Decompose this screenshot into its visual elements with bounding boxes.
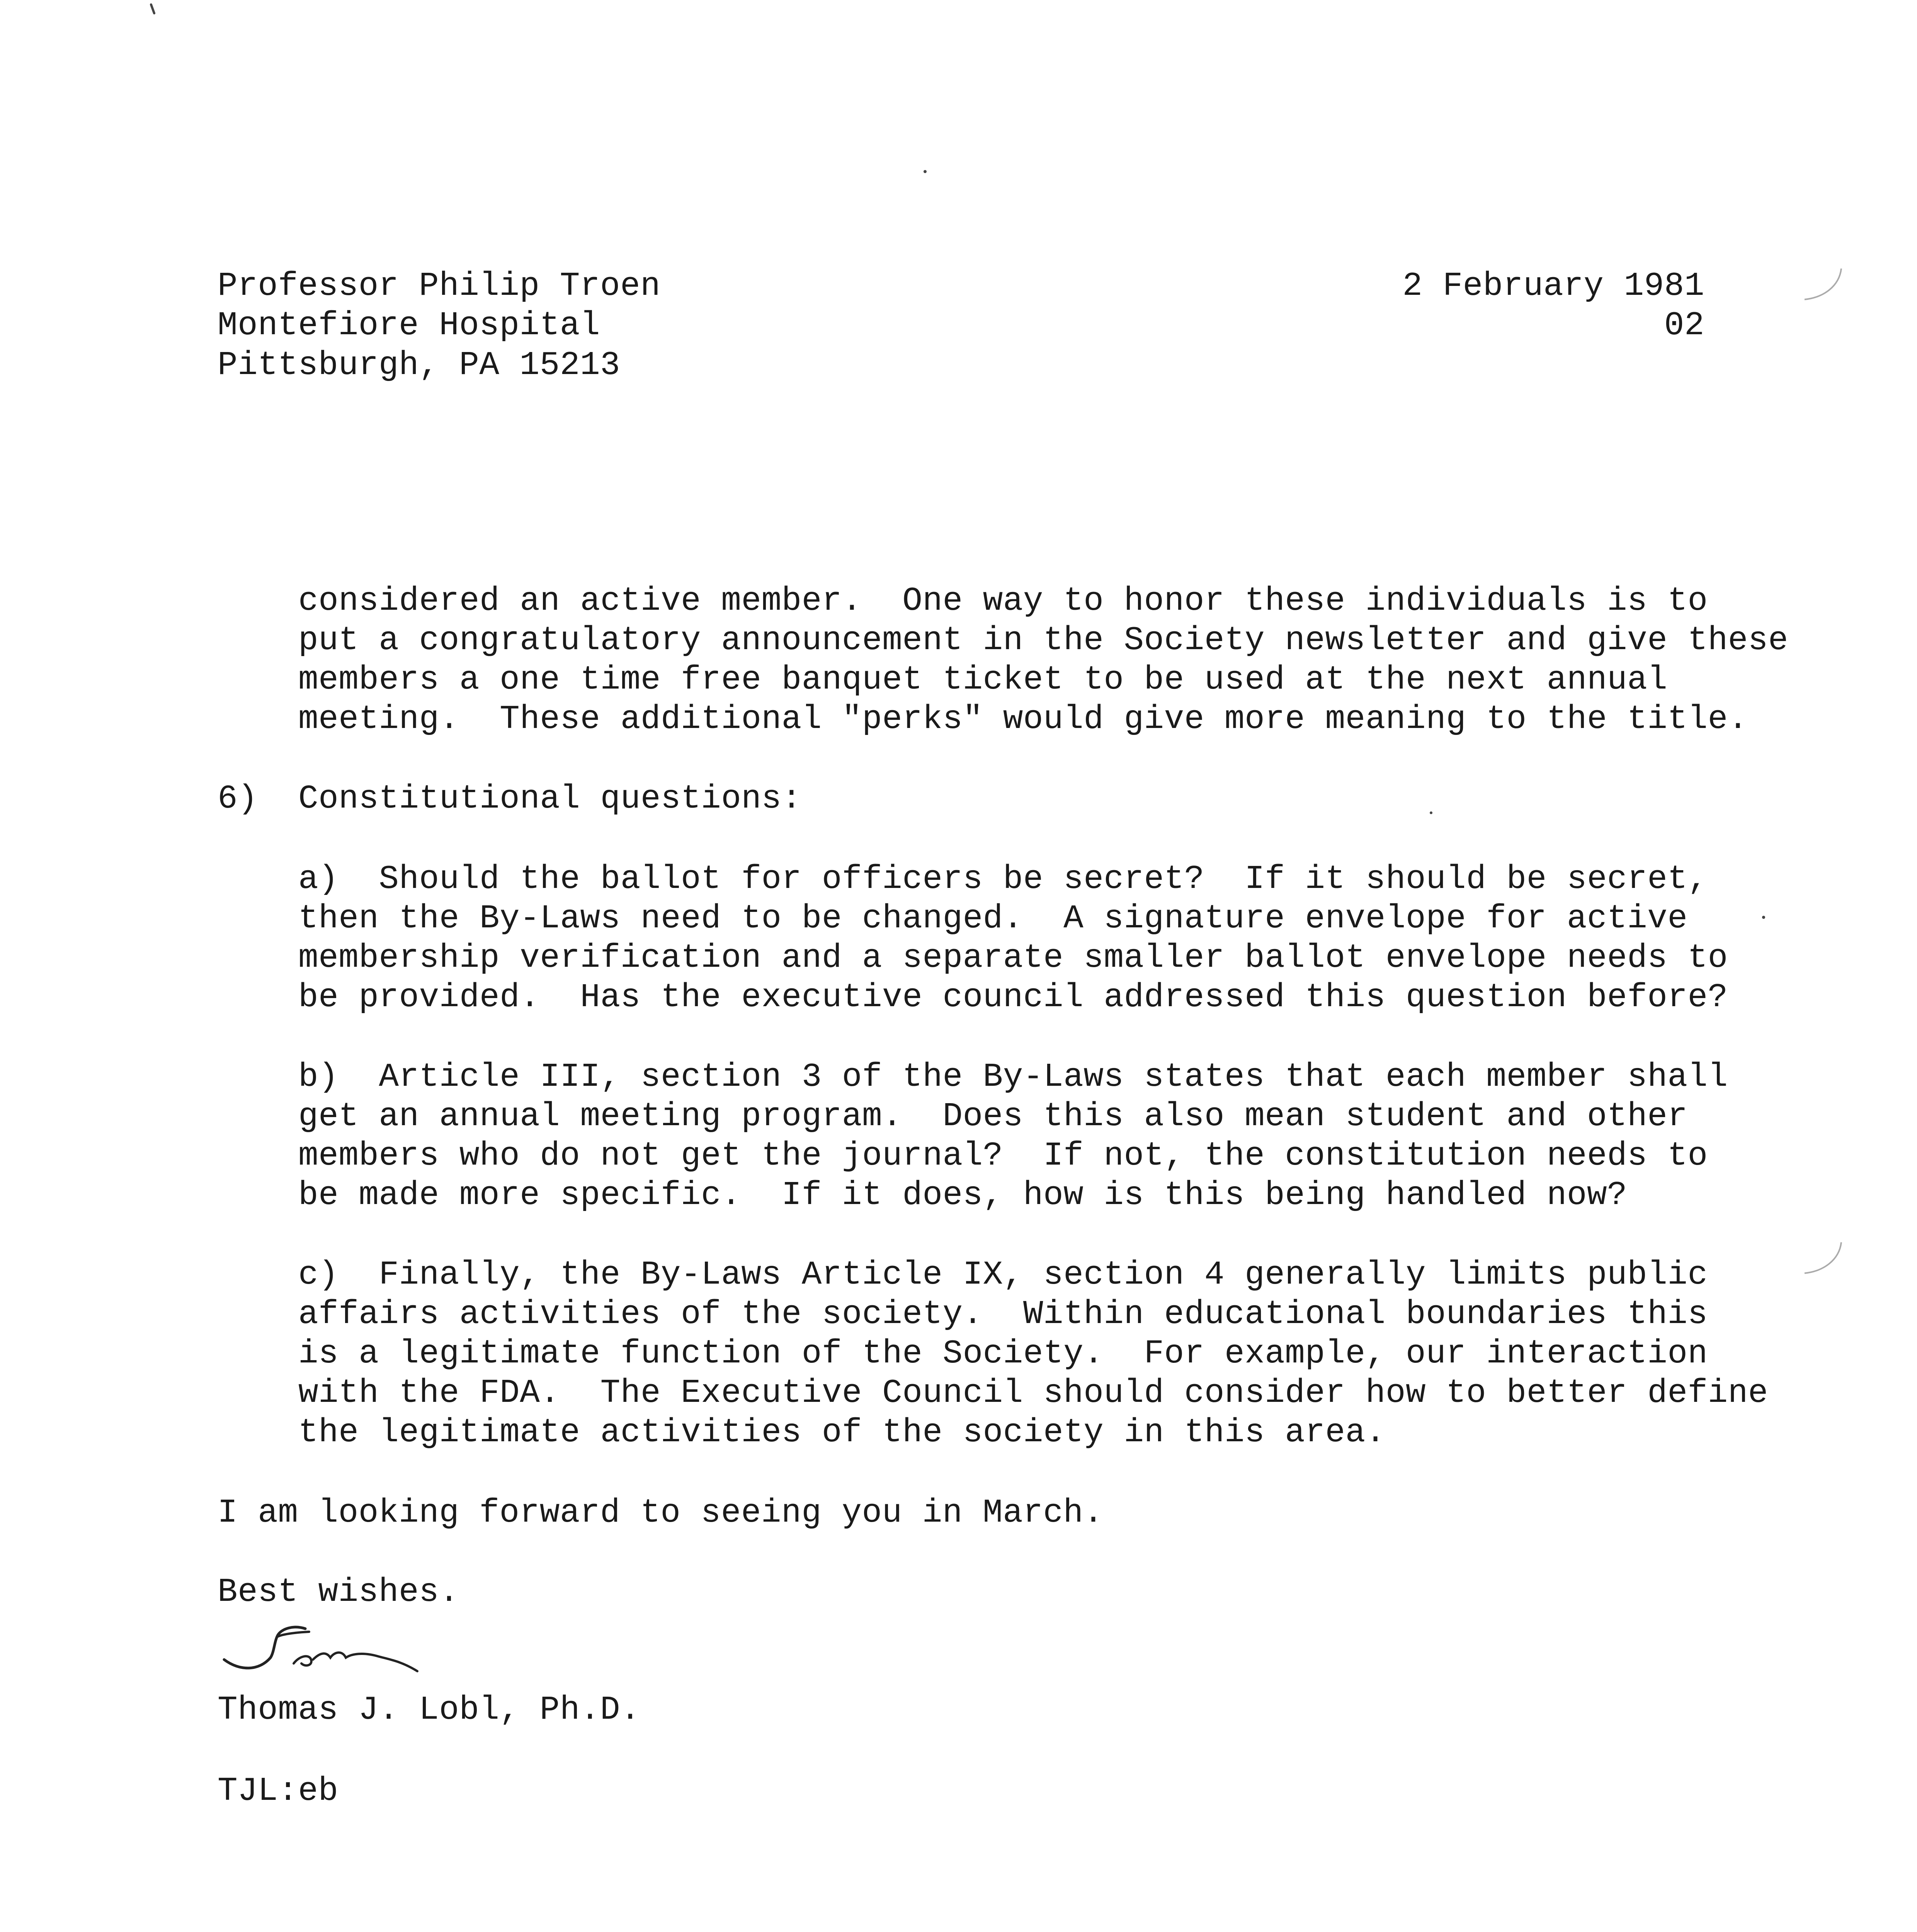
paragraph-line: put a congratulatory announcement in the Society newsletter and give these <box>298 621 1789 659</box>
reference-initials: TJL:eb <box>218 1772 338 1810</box>
punch-mark <box>1801 1236 1847 1279</box>
item-a-line: a) Should the ballot for officers be secret? If it should be secret, <box>298 860 1708 898</box>
item-b-line: b) Article III, section 3 of the By-Laws states that each member shall <box>298 1058 1728 1096</box>
item-c-line: is a legitimate function of the Society. For example, our interaction <box>298 1335 1708 1372</box>
salutation: Best wishes. <box>218 1573 459 1611</box>
item-c-line: the legitimate activities of the society in this area. <box>298 1413 1386 1451</box>
paragraph-line: meeting. These additional "perks" would give more meaning to the title. <box>298 700 1748 738</box>
item-a-line: membership verification and a separate smaller ballot envelope needs to <box>298 939 1728 977</box>
scan-speck <box>1430 811 1432 814</box>
scan-mark <box>150 3 156 15</box>
item-c-line: with the FDA. The Executive Council should consider how to better define <box>298 1374 1768 1412</box>
section-heading: Constitutional questions: <box>298 780 802 818</box>
page-number: 02 <box>1664 306 1704 344</box>
recipient-institution: Montefiore Hospital <box>218 306 600 344</box>
scan-speck <box>924 170 927 173</box>
item-b-line: members who do not get the journal? If not, the constitution needs to <box>298 1137 1708 1175</box>
recipient-name: Professor Philip Troen <box>218 267 661 305</box>
section-number: 6) <box>218 780 258 818</box>
item-c-line: affairs activities of the society. Within educational boundaries this <box>298 1295 1708 1333</box>
item-b-line: get an annual meeting program. Does this also mean student and other <box>298 1097 1688 1135</box>
punch-mark <box>1801 263 1847 305</box>
closing-line: I am looking forward to seeing you in March. <box>218 1494 1104 1532</box>
sender-name: Thomas J. Lobl, Ph.D. <box>218 1691 641 1729</box>
letter-date: 2 February 1981 <box>1402 267 1704 305</box>
item-c-line: c) Finally, the By-Laws Article IX, section 4 generally limits public <box>298 1256 1708 1294</box>
scan-speck <box>1762 916 1765 919</box>
item-b-line: be made more specific. If it does, how is this being handled now? <box>298 1176 1628 1214</box>
handwritten-signature <box>216 1613 433 1687</box>
paragraph-line: considered an active member. One way to honor these individuals is to <box>298 582 1708 620</box>
item-a-line: then the By-Laws need to be changed. A signature envelope for active <box>298 900 1688 937</box>
paragraph-line: members a one time free banquet ticket to be used at the next annual <box>298 661 1668 699</box>
item-a-line: be provided. Has the executive council addressed this question before? <box>298 978 1728 1016</box>
recipient-city: Pittsburgh, PA 15213 <box>218 346 621 384</box>
